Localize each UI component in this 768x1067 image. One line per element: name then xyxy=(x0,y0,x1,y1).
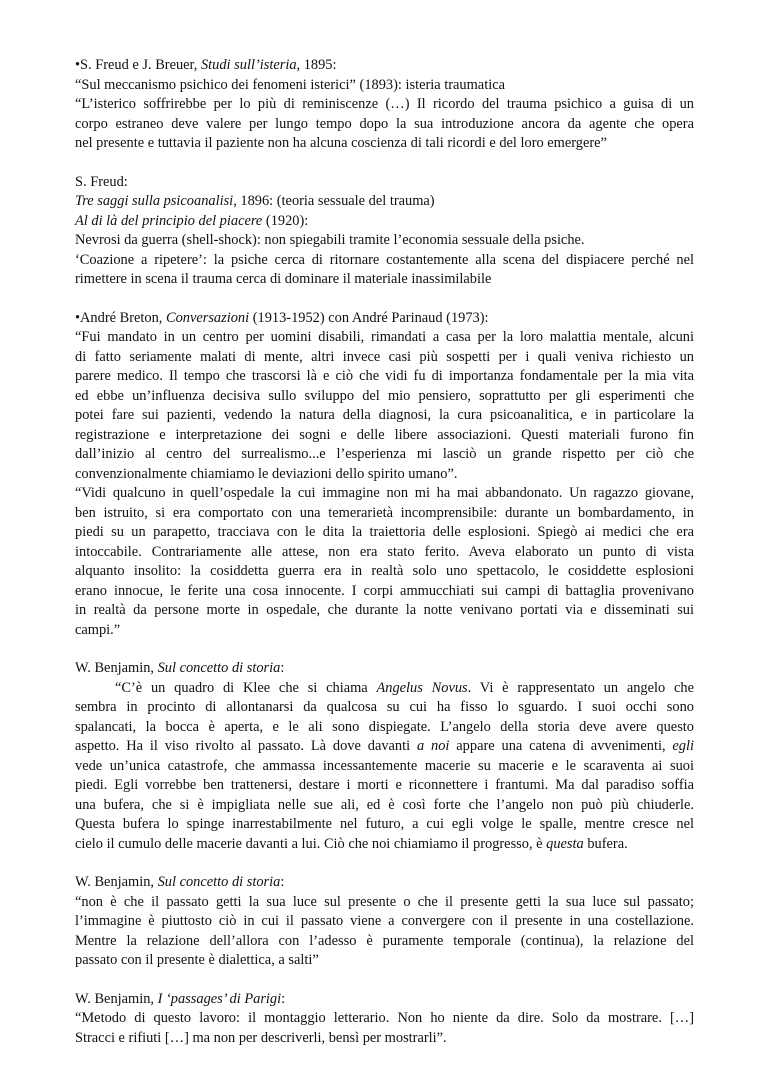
quote-line: aspetto. Ha il viso rivolto al passato. Là dove davanti a noi appare una catena di avvenimenti, egli xyxy=(75,738,694,754)
text-line: Al di là del principio del piacere (1920): xyxy=(75,212,309,229)
citation-heading: W. Benjamin, Sul concetto di storia: xyxy=(75,660,285,676)
quote-line: nel presente e tuttavia il paziente non ha alcuna coscienza di tali ricordi e del loro emergere” xyxy=(75,135,607,151)
quote-line: “non è che il passato getti la sua luce sul presente o che il presente getti la sua luce sul passato; xyxy=(75,893,694,910)
citation-author: •S. Freud e J. Breuer, xyxy=(75,57,201,73)
artwork-title: Angelus Novus xyxy=(376,679,468,696)
quote-line: “C’è un quadro di Klee che si chiama Angelus Novus. Vi è rappresentato un angelo che xyxy=(115,679,694,696)
citation-heading: W. Benjamin, I ‘passages’ di Parigi: xyxy=(75,990,286,1007)
citation-author: W. Benjamin, xyxy=(75,990,158,1007)
citation-heading: W. Benjamin, Sul concetto di storia: xyxy=(75,874,285,890)
quote-line: dall’inizio al centro del surrealismo...e l’esperienza mi lasciò un grande rispetto per ciò che xyxy=(75,446,694,462)
quote-line: ben istruito, si era comportato con una temerarietà incomprensibile: durante un bombardamento, in xyxy=(75,504,694,521)
quote-line: di fatto seriamente malati di mente, altri invece casi più sospetti per i quali veniva richiesto un xyxy=(75,348,694,365)
quote-line: “L’isterico soffrirebbe per lo più di reminiscenze (…) Il ricordo del trauma psichico a guisa di un xyxy=(75,96,694,112)
section-freud xyxy=(75,173,694,290)
text-line: rimettere in scena il trauma cerca di dominare il materiale inassimilabile xyxy=(75,271,492,287)
text-line: Nevrosi da guerra (shell-shock): non spiegabili tramite l’economia sessuale della psiche. xyxy=(75,232,585,248)
quote-line: piedi. Egli vorrebbe ben trattenersi, destare i morti e riconnettere i frantumi. Ma dal paradiso soffia xyxy=(75,777,694,793)
citation-title: Sul concetto di storia xyxy=(157,660,281,676)
document-page xyxy=(75,56,694,1067)
text-line: Tre saggi sulla psicoanalisi, 1896: (teoria sessuale del trauma) xyxy=(75,193,435,209)
citation-title: Tre saggi sulla psicoanalisi xyxy=(75,193,234,209)
quote-line: potei fare sui pazienti, vedendo la natura della diagnosi, la cura psicoanalitica, e in particolare la xyxy=(75,407,694,423)
citation-title: Studi sull’isteria xyxy=(200,57,297,73)
quote-line: piedi su un parapetto, tracciava con le dita la traiettoria delle esplosioni. Spiegò ai medici che era xyxy=(75,524,694,540)
quote-line: l’immagine è piuttosto ciò in cui il passato viene a convergere con il presente in una costellazione. xyxy=(75,913,694,929)
quote-line: una bufera, che si è impigliata nelle sue ali, ed è così forte che l’angelo non può più chiuderle. xyxy=(75,796,694,813)
citation-author: W. Benjamin, xyxy=(75,874,158,890)
quote-line: cielo il cumulo delle macerie davanti a lui. Ciò che noi chiamiamo il progresso, è questa bufera. xyxy=(75,835,628,852)
quote-line: campi.” xyxy=(75,621,121,638)
quote-line: ed ebbe un’influenza decisiva sullo sviluppo del mio pensiero, soprattutto per gli esperimenti che xyxy=(75,387,694,404)
quote-line: in realtà da persone morte in ospedale, che durante la notte venivano portati via e disseminati sui xyxy=(75,602,694,618)
citation-heading xyxy=(75,56,694,76)
quote-line: corpo estraneo deve valere per lungo tempo dopo la sua introduzione ancora da agente che opera xyxy=(75,115,694,132)
quote-line: “Fui mandato in un centro per uomini disabili, rimandati a casa per la loro malattia mentale, alcuni xyxy=(75,329,694,345)
quote-line: Mentre la relazione dell’allora con l’adesso è puramente temporale (continua), la relazione del xyxy=(75,932,694,949)
text-line: “Sul meccanismo psichico dei fenomeni isterici” (1893): isteria traumatica xyxy=(75,76,505,93)
citation-title: Conversazioni xyxy=(165,309,250,326)
quote-line: alquanto insolito: la cosiddetta guerra era in realtà solo uno spettacolo, le cosiddette esplosioni xyxy=(75,563,694,579)
quote-line: Stracci e rifiuti […] ma non per descriverli, bensì per mostrarli”. xyxy=(75,1029,447,1046)
quote-line: “Metodo di questo lavoro: il montaggio letterario. Non ho niente da dire. Solo da mostrare. […] xyxy=(75,1010,694,1026)
quote-line: passato con il presente è dialettica, a salti” xyxy=(75,952,319,968)
citation-author: •André Breton, xyxy=(75,309,166,326)
quote-line: Questa bufera lo spinge inarrestabilmente nel futuro, a cui egli volge le spalle, mentre cresce nel xyxy=(75,816,694,832)
citation-author: W. Benjamin, xyxy=(75,660,158,676)
text-line: ‘Coazione a ripetere’: la psiche cerca di ritornare costantemente alla scena del dispiacere perché nel xyxy=(75,251,694,268)
citation-heading: S. Freud: xyxy=(75,173,128,190)
quote-line: spalancati, la bocca è aperta, e le ali sono dispiegate. L’angelo della storia deve avere questo xyxy=(75,718,694,735)
section-benjamin-storia xyxy=(75,873,694,971)
quote-line: convenzionalmente chiamiamo le deviazioni dello spirito umano”. xyxy=(75,465,458,482)
citation-year: , 1895: xyxy=(296,57,337,73)
citation-title: Al di là del principio del piacere xyxy=(75,212,263,229)
quote-line: sembra in procinto di allontanarsi da qualcosa su cui ha fisso lo sguardo. I suoi occhi sono xyxy=(75,699,694,715)
quote-line: erano innocue, le ferite una cosa innocente. I corpi ammucchiati sui campi di battaglia provenivano xyxy=(75,582,694,599)
quote-line: parere medico. Il tempo che trascorsi là e ciò che vidi fu di importanza fondamentale per la mia vita xyxy=(75,368,694,384)
section-freud-breuer xyxy=(75,56,694,154)
citation-heading: •André Breton, Conversazioni (1913-1952) con André Parinaud (1973): xyxy=(75,309,489,326)
quote-line: intoccabile. Contrariamente alle attese, non era stato ferito. Aveva elaborato un punto di vista xyxy=(75,543,694,560)
quote-line: “Vidi qualcuno in quell’ospedale la cui immagine non mi ha mai abbandonato. Un ragazzo giovane, xyxy=(75,485,694,501)
section-benjamin-passages xyxy=(75,990,694,1049)
section-benjamin-angelus xyxy=(75,659,694,854)
quote-line: registrazione e interpretazione dei sogni e delle libere associazioni. Questi materiali furono fin xyxy=(75,426,694,443)
section-breton xyxy=(75,309,694,641)
citation-title: I ‘passages’ di Parigi xyxy=(157,990,282,1007)
citation-title: Sul concetto di storia xyxy=(157,874,281,890)
quote-line: vede un’unica catastrofe, che ammassa incessantemente macerie su macerie e le scaraventa ai suoi xyxy=(75,757,694,774)
